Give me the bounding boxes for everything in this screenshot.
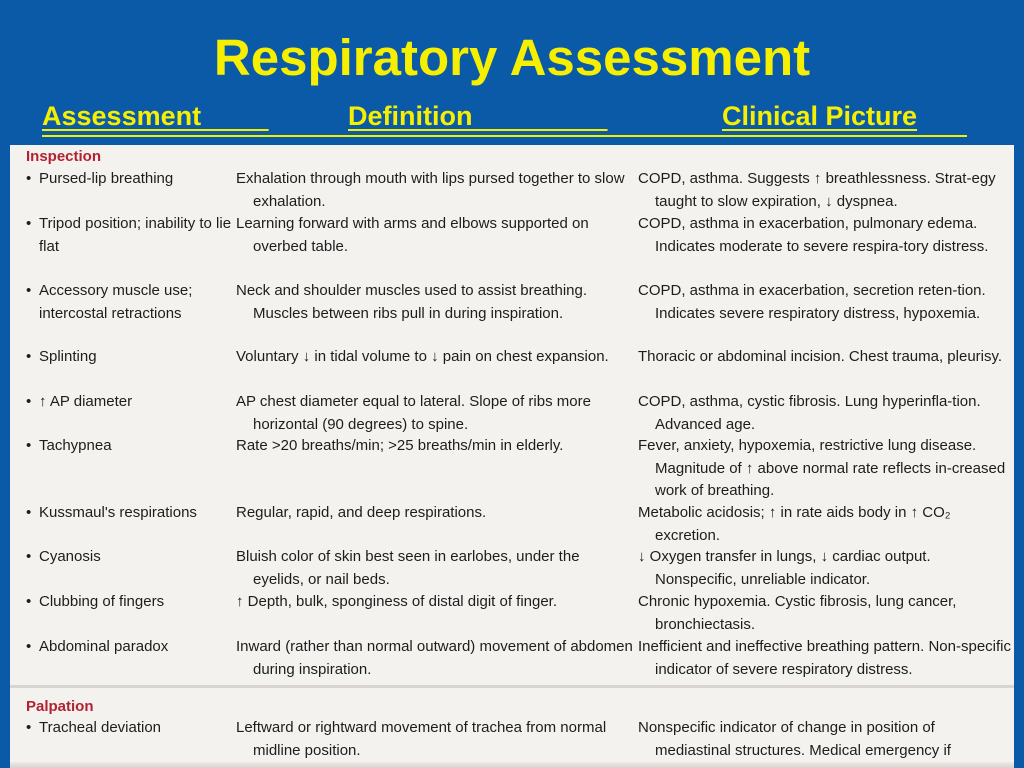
cell-clinical-picture: COPD, asthma in exacerbation, secretion reten-tion. Indicates severe respiratory distress, hypoxemia. (638, 282, 986, 322)
page-edge (10, 762, 1014, 768)
cell-assessment: • Splinting (26, 346, 244, 369)
cell-clinical-picture: Nonspecific indicator of change in position of mediastinal structures. Medical emergency if (638, 719, 951, 759)
bullet-icon: • (26, 548, 32, 565)
bullet-icon: • (26, 215, 32, 232)
cell-definition: Exhalation through mouth with lips pursed together to slow exhalation. (236, 170, 625, 210)
bullet-icon: • (26, 638, 32, 655)
header-clinical-picture: Clinical Picture (722, 101, 918, 131)
section-heading-inspection: Inspection (26, 148, 102, 165)
cell-clinical-picture: COPD, asthma in exacerbation, pulmonary edema. Indicates moderate to severe respira-tory distress. (638, 215, 989, 255)
bullet-icon: • (26, 282, 32, 299)
bullet-icon: • (26, 593, 32, 610)
cell-assessment: • Pursed-lip breathing (26, 168, 244, 191)
cell-assessment: • ↑ AP diameter (26, 391, 244, 414)
slide-title: Respiratory Assessment (213, 29, 811, 86)
section-heading-palpation: Palpation (26, 698, 94, 715)
bullet-icon: • (26, 437, 32, 454)
cell-clinical-picture: COPD, asthma. Suggests ↑ breathlessness. Strat-egy taught to slow expiration, ↓ dyspnea. (638, 170, 996, 210)
bullet-icon: • (26, 504, 32, 521)
bullet-icon: • (26, 393, 32, 410)
cell-assessment: • Clubbing of fingers (26, 591, 244, 614)
cell-clinical-picture: Thoracic or abdominal incision. Chest trauma, pleurisy. (638, 348, 1003, 365)
cell-clinical-picture: Metabolic acidosis; ↑ in rate aids body in ↑ CO₂ excretion. (638, 504, 951, 544)
cell-definition: Leftward or rightward movement of trachea from normal midline position. (236, 719, 607, 759)
cell-definition: Regular, rapid, and deep respirations. (236, 504, 487, 521)
cell-assessment: • Accessory muscle use; intercostal retractions (26, 282, 193, 322)
bullet-icon: • (26, 170, 32, 187)
cell-assessment: • Tripod position; inability to lie flat (26, 215, 232, 255)
cell-definition: Neck and shoulder muscles used to assist breathing. Muscles between ribs pull in during inspiration. (236, 282, 588, 322)
assessment-table-image (10, 145, 1014, 768)
cell-clinical-picture: Fever, anxiety, hypoxemia, restrictive lung disease. Magnitude of ↑ above normal rate reflects in-creased work of breathing. (638, 437, 1006, 499)
cell-assessment: • Tracheal deviation (26, 717, 244, 740)
cell-definition: Inward (rather than normal outward) movement of abdomen during inspiration. (236, 638, 633, 678)
cell-assessment: • Abdominal paradox (26, 636, 244, 659)
cell-definition: Rate >20 breaths/min; >25 breaths/min in elderly. (236, 437, 564, 454)
section-divider (10, 685, 1014, 688)
cell-clinical-picture: Chronic hypoxemia. Cystic fibrosis, lung cancer, bronchiectasis. (638, 593, 957, 633)
cell-definition: Learning forward with arms and elbows supported on overbed table. (236, 215, 589, 255)
cell-clinical-picture: COPD, asthma, cystic fibrosis. Lung hyperinfla-tion. Advanced age. (638, 393, 981, 433)
cell-clinical-picture: Inefficient and ineffective breathing pattern. Non-specific indicator of severe respiratory distress. (638, 638, 1012, 678)
cell-clinical-picture: ↓ Oxygen transfer in lungs, ↓ cardiac output. Nonspecific, unreliable indicator. (638, 548, 931, 588)
cell-assessment: • Tachypnea (26, 435, 244, 458)
cell-definition: ↑ Depth, bulk, sponginess of distal digit of finger. (236, 593, 558, 610)
header-assessment: Assessment (42, 101, 269, 131)
header-underline (42, 135, 967, 137)
cell-definition: Bluish color of skin best seen in earlobes, under the eyelids, or nail beds. (236, 548, 580, 588)
cell-assessment: • Cyanosis (26, 546, 244, 569)
cell-assessment: • Kussmaul's respirations (26, 502, 244, 525)
header-definition: Definition (348, 101, 608, 131)
cell-definition: Voluntary ↓ in tidal volume to ↓ pain on chest expansion. (236, 348, 609, 365)
cell-definition: AP chest diameter equal to lateral. Slope of ribs more horizontal (90 degrees) to spine. (236, 393, 591, 433)
bullet-icon: • (26, 348, 32, 365)
bullet-icon: • (26, 719, 32, 736)
